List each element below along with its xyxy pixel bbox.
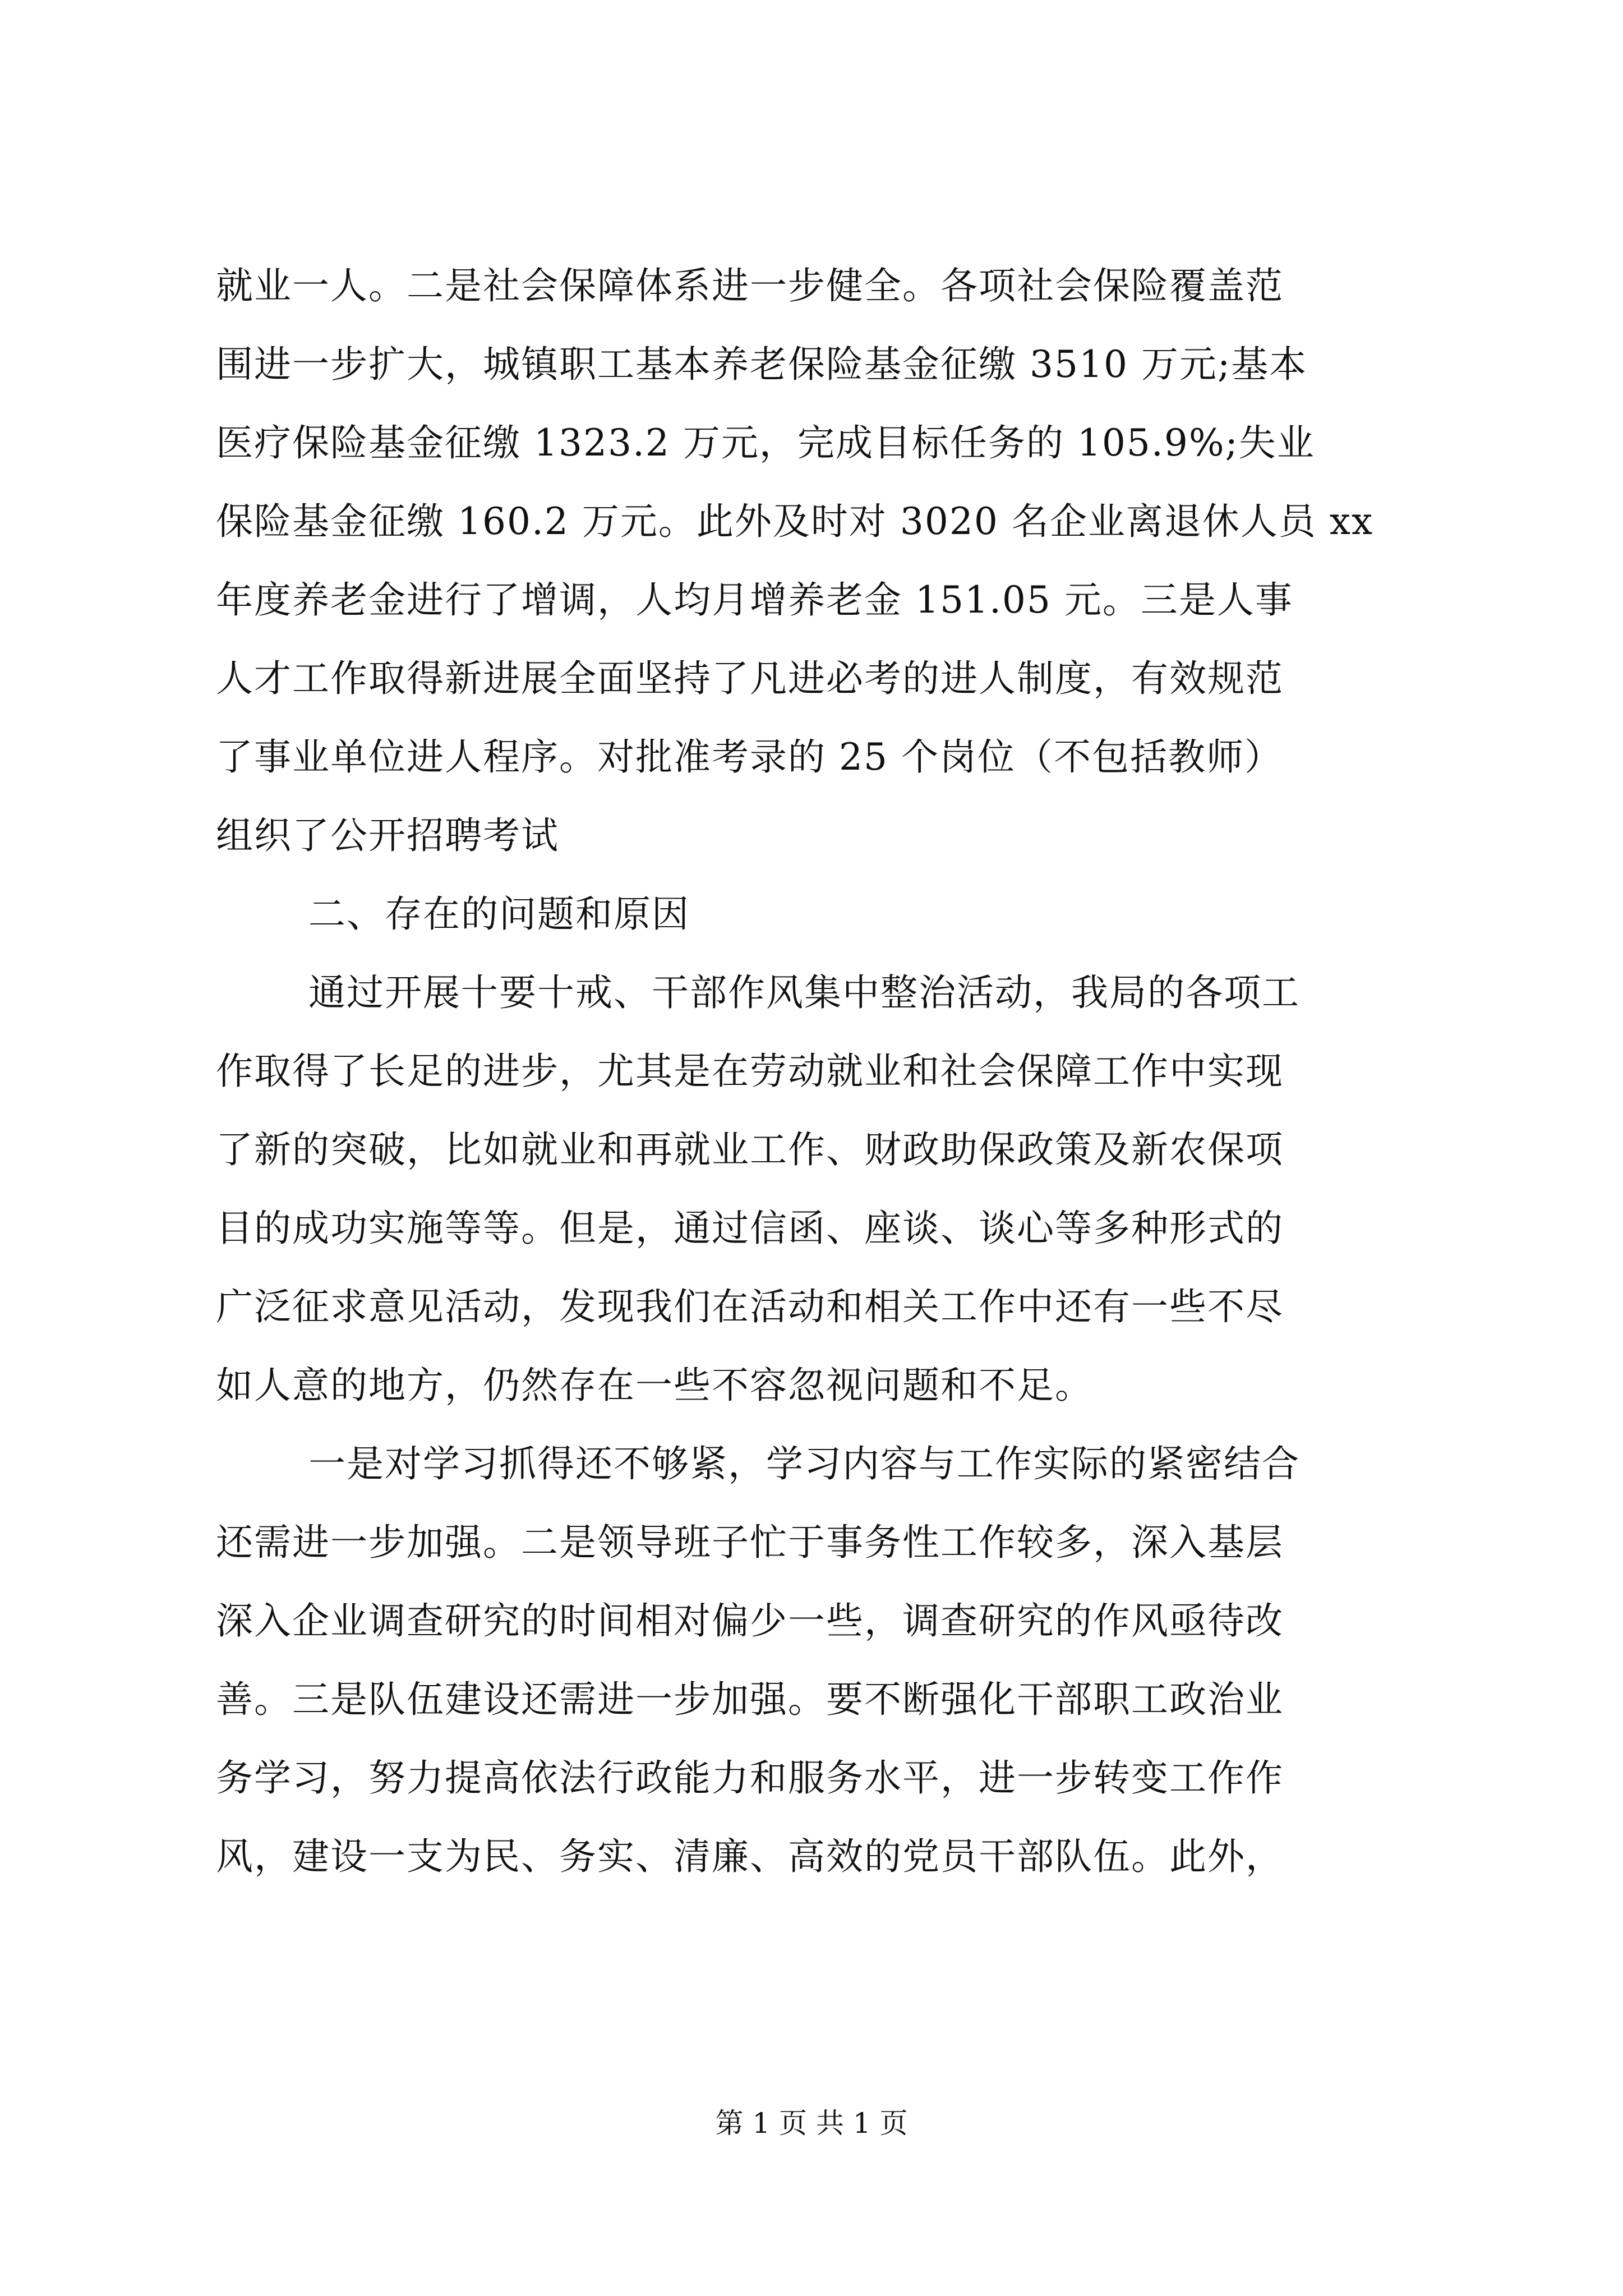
text-line: 务学习，努力提高依法行政能力和服务水平，进一步转变工作作 (216, 1756, 1284, 1800)
text-line: 还需进一步加强。二是领导班子忙于事务性工作较多，深入基层 (216, 1521, 1284, 1564)
text-line: 就业一人。二是社会保障体系进一步健全。各项社会保险覆盖范 (216, 264, 1284, 307)
section-heading: 二、存在的问题和原因 (308, 892, 690, 936)
text-line: 医疗保险基金征缴 1323.2 万元，完成目标任务的 105.9%;失业 (216, 421, 1315, 464)
text-line: 善。三是队伍建设还需进一步加强。要不断强化干部职工政治业 (216, 1678, 1284, 1721)
text-line: 风，建设一支为民、务实、清廉、高效的党员干部队伍。此外， (216, 1835, 1284, 1878)
page-footer: 第 1 页 共 1 页 (715, 2107, 908, 2139)
text-line: 作取得了长足的进步，尤其是在劳动就业和社会保障工作中实现 (216, 1050, 1284, 1093)
text-line: 了新的突破，比如就业和再就业工作、财政助保政策及新农保项 (216, 1128, 1284, 1171)
text-line: 广泛征求意见活动，发现我们在活动和相关工作中还有一些不尽 (216, 1285, 1284, 1328)
text-line: 如人意的地方，仍然存在一些不容忽视问题和不足。 (216, 1364, 1093, 1407)
text-line: 目的成功实施等等。但是，通过信函、座谈、谈心等多种形式的 (216, 1207, 1284, 1250)
text-line: 保险基金征缴 160.2 万元。此外及时对 3020 名企业离退休人员 xx (216, 500, 1374, 543)
text-line: 年度养老金进行了增调，人均月增养老金 151.05 元。三是人事 (216, 578, 1293, 622)
text-line: 了事业单位进人程序。对批准考录的 25 个岗位（不包括教师） (216, 735, 1283, 779)
paragraph-start-line: 通过开展十要十戒、干部作风集中整治活动，我局的各项工 (308, 971, 1300, 1014)
text-line: 人才工作取得新进展全面坚持了凡进必考的进人制度，有效规范 (216, 657, 1284, 700)
text-line: 组织了公开招聘考试 (216, 814, 559, 857)
text-line: 围进一步扩大，城镇职工基本养老保险基金征缴 3510 万元;基本 (216, 343, 1308, 386)
text-line: 深入企业调查研究的时间相对偏少一些，调查研究的作风亟待改 (216, 1599, 1284, 1642)
paragraph-start-line: 一是对学习抓得还不够紧，学习内容与工作实际的紧密结合 (308, 1442, 1300, 1485)
